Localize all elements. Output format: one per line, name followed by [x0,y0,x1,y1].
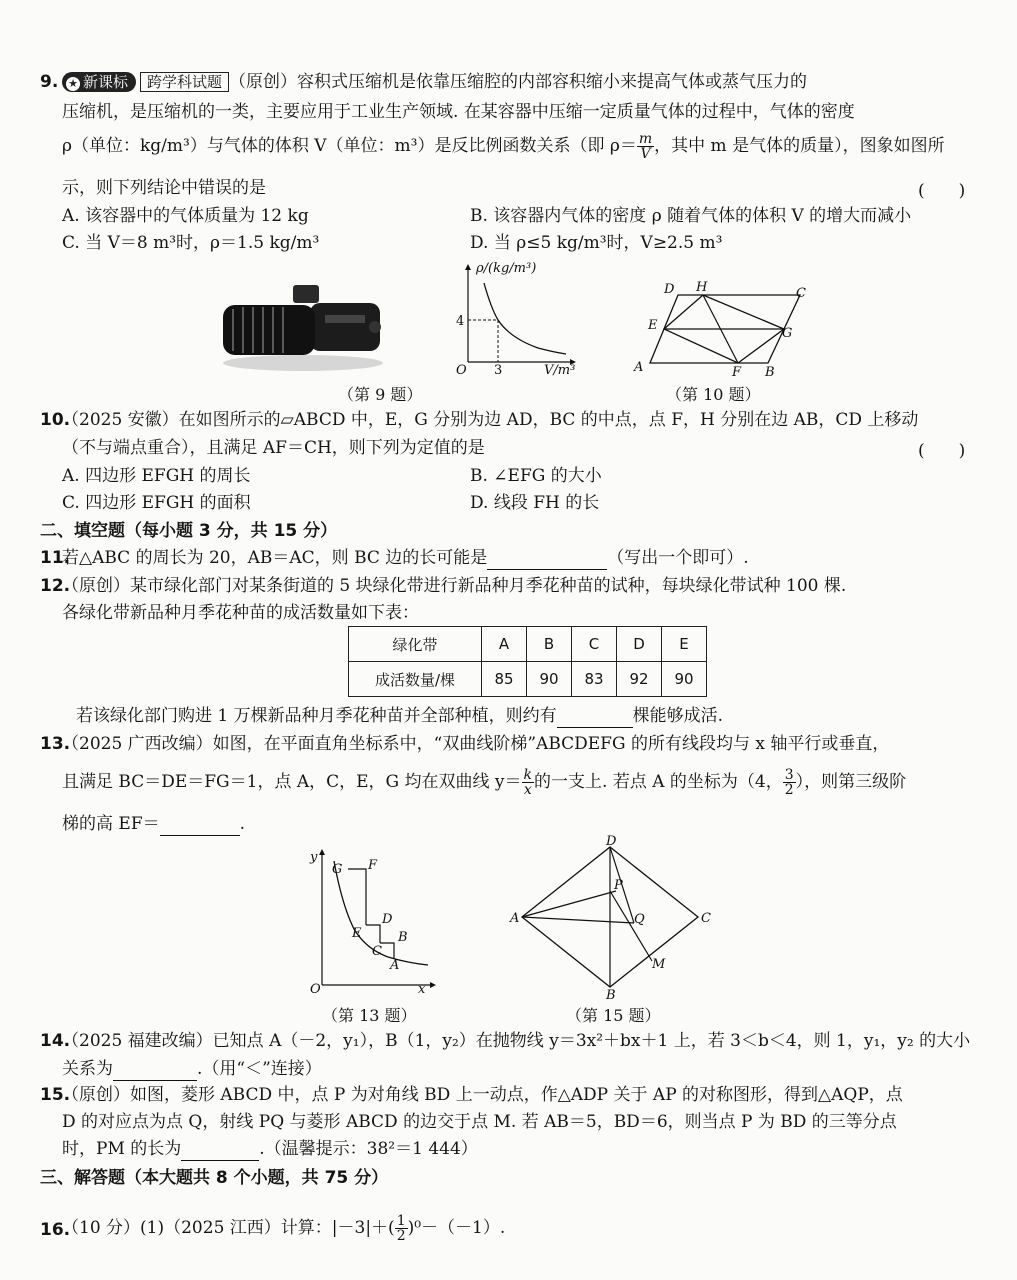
density-fraction: $\frac{m}{V}$ [638,131,653,162]
q15-caption: （第 15 题） [566,1006,661,1025]
q10-option-b: B. ∠EFG 的大小 [470,466,602,486]
table-header-cell: B [527,627,572,662]
table-cell: 90 [527,662,572,697]
new-standard-tag: ★ 新课标 [62,72,136,92]
q15-label-P: P [614,878,623,893]
q14-answer-blank[interactable] [113,1062,197,1081]
table-cell: 83 [572,662,617,697]
q10-line1: （2025 安徽）在如图所示的▱ABCD 中，E，G 分别为边 AD，BC 的中点，点 F，H 分别在边 AB，CD 上移动 [62,410,919,430]
q10-label-D: D [664,282,675,297]
q9-line1: ★ 新课标 跨学科试题 （原创）容积式压缩机是依靠压缩腔的内部容积缩小来提高气体或蒸气压力的 [62,70,807,94]
q10-label-H: H [696,280,708,295]
q9-answer-paren: ( ) [918,181,966,201]
q10-label-C: C [796,286,806,301]
q11-number: 11. [40,548,71,568]
hyperbola-fraction: $\frac{k}{x}$ [523,767,533,798]
star-icon: ★ [66,77,80,91]
q9-graph-ylabel: ρ/(kg/m³) [476,261,537,276]
table-cell: 85 [482,662,527,697]
q13-label-A: A [390,958,400,973]
q13-label-F: F [368,858,378,873]
q9-graph-ytick: 4 [456,314,465,329]
q9-line2: 压缩机，是压缩机的一类，主要应用于工业生产领域. 在某容器中压缩一定质量气体的过程中，气体的密度 [62,102,855,122]
q12-table [348,626,707,697]
table-header-cell: C [572,627,617,662]
q10-label-A: A [634,360,644,375]
compressor-image [215,275,395,375]
q9-density-graph [448,258,578,378]
section2-heading: 二、填空题（每小题 3 分，共 15 分） [40,521,338,541]
q9-option-c: C. 当 V＝8 m³时，ρ＝1.5 kg/m³ [62,233,320,253]
q9-graph-xtick: 3 [494,363,503,378]
q13-line2: 且满足 BC＝DE＝FG＝1，点 A，C，E，G 均在双曲线 y＝ $\frac{k}{x}$ 的一支上. 若点 A 的坐标为（4， $\frac{3}{2}$ ），则第三级阶 [62,767,907,798]
q9-graph-xlabel: V/m³ [544,363,576,378]
q13-label-y: y [310,850,318,865]
q10-line2: （不与端点重合），且满足 AF＝CH，则下列为定值的是 [62,438,485,458]
q14-line2: 关系为 .（用“＜”连接） [62,1059,322,1079]
table-row [349,627,707,662]
q15-label-A: A [510,911,520,926]
q9-option-b: B. 该容器内气体的密度 ρ 随着气体的体积 V 的增大而减小 [470,206,912,226]
half-fraction: $\frac{1}{2}$ [396,1213,406,1244]
q16-number: 16. [40,1220,71,1240]
q13-line3: 梯的高 EF＝ . [62,814,246,834]
q10-caption: （第 10 题） [666,385,761,404]
q13-caption: （第 13 题） [322,1006,417,1025]
q9-caption: （第 9 题） [338,385,423,404]
q14-number: 14. [40,1031,71,1051]
q15-line3: 时，PM 的长为 .（温馨提示：38²＝1 444） [62,1139,478,1159]
q10-parallelogram [628,275,818,380]
q15-answer-blank[interactable] [181,1142,259,1161]
q13-label-x: x [418,982,426,995]
q12-number: 12. [40,576,71,596]
q13-label-D: D [382,912,393,927]
q10-number: 10. [40,410,71,430]
table-cell: 90 [662,662,707,697]
table-row [349,662,707,697]
q10-label-G: G [782,326,793,341]
section3-heading: 三、解答题（本大题共 8 个小题，共 75 分） [40,1168,389,1188]
table-header-cell: A [482,627,527,662]
q15-line1: （原创）如图，菱形 ABCD 中，点 P 为对角线 BD 上一动点，作△ADP 关于 AP 的对称图形，得到△AQP，点 [62,1085,903,1105]
q10-label-B: B [765,365,775,380]
q10-label-E: E [648,318,658,333]
q15-label-C: C [701,911,711,926]
table-header-cell: D [617,627,662,662]
q10-answer-paren: ( ) [918,441,966,461]
q16-line: （10 分）(1)（2025 江西）计算：|－3|＋( $\frac{1}{2}$ )⁰－（－1）. [62,1213,506,1244]
q12-line2: 各绿化带新品种月季花种苗的成活数量如下表： [62,603,419,623]
q14-line1: （2025 福建改编）已知点 A（－2，y₁），B（1，y₂）在抛物线 y＝3x²＋bx＋1 上，若 3＜b＜4，则 1，y₁，y₂ 的大小 [62,1031,971,1051]
q12-line1: （原创）某市绿化部门对某条街道的 5 块绿化带进行新品种月季花种苗的试种，每块绿化带试种 100 棵. [62,576,847,596]
q9-line3: ρ（单位：kg/m³）与气体的体积 V（单位：m³）是反比例函数关系（即 ρ＝ $\frac{m}{V}$ ，其中 m 是气体的质量），图象如图所 [62,131,945,162]
q13-label-O: O [310,982,321,995]
q13-answer-blank[interactable] [160,817,240,836]
q15-label-D: D [606,835,617,849]
q13-line1: （2025 广西改编）如图，在平面直角坐标系中，“双曲线阶梯”ABCDEFG 的所有线段均与 x 轴平行或垂直， [62,734,890,754]
coordinate-fraction: $\frac{3}{2}$ [784,767,794,798]
q9-option-d: D. 当 ρ≤5 kg/m³时，V≥2.5 m³ [470,233,723,253]
q15-line2: D 的对应点为点 Q，射线 PQ 与菱形 ABCD 的边交于点 M. 若 AB＝5，BD＝6，则当点 P 为 BD 的三等分点 [62,1112,897,1132]
q10-option-d: D. 线段 FH 的长 [470,493,600,513]
q9-number: 9. [40,72,59,92]
table-cell: 成活数量/棵 [349,662,482,697]
q9-line4: 示，则下列结论中错误的是 [62,178,266,198]
q9-graph-origin: O [456,363,467,378]
q15-rhombus [508,835,718,1000]
q15-label-B: B [606,988,616,1000]
q10-label-F: F [732,365,742,380]
q13-label-G: G [332,862,343,877]
q15-number: 15. [40,1085,71,1105]
q13-label-E: E [352,926,362,941]
q13-staircase-graph [308,845,438,995]
q15-label-M: M [652,957,666,972]
cross-discipline-tag: 跨学科试题 [140,72,229,92]
q11-line: 若△ABC 的周长为 20，AB＝AC，则 BC 边的长可能是 （写出一个即可）. [62,548,749,568]
q11-answer-blank[interactable] [487,551,607,570]
table-cell: 92 [617,662,662,697]
q13-label-C: C [372,944,382,959]
q9-option-a: A. 该容器中的气体质量为 12 kg [62,206,309,226]
q12-line3: 若该绿化部门购进 1 万棵新品种月季花种苗并全部种植，则约有 棵能够成活. [76,706,724,726]
q13-label-B: B [398,930,408,945]
table-header-cell: 绿化带 [349,627,482,662]
q12-answer-blank[interactable] [557,709,633,728]
q15-label-Q: Q [634,912,645,927]
q13-number: 13. [40,734,71,754]
q10-option-a: A. 四边形 EFGH 的周长 [62,466,251,486]
table-header-cell: E [662,627,707,662]
q10-option-c: C. 四边形 EFGH 的面积 [62,493,251,513]
